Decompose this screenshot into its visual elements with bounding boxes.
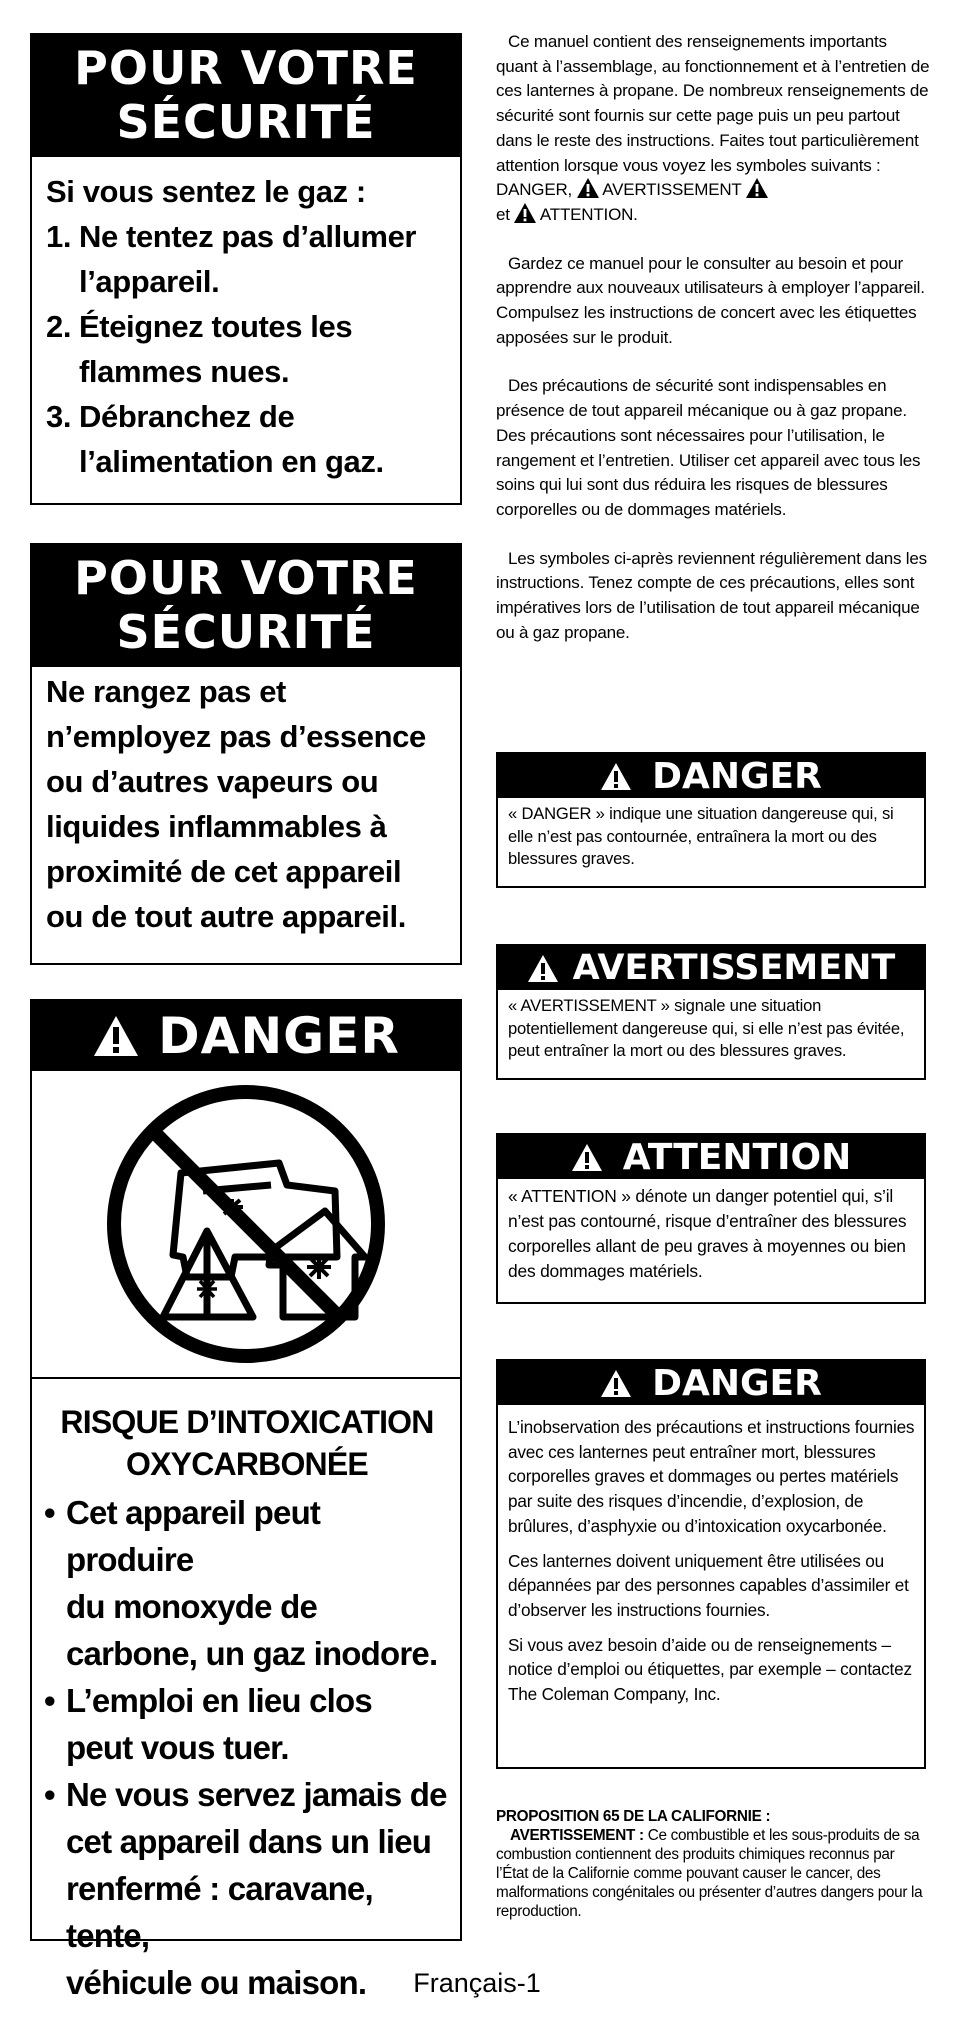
prop65-text: AVERTISSEMENT : Ce combustible et les sous-produits de sa combustion contiennent des produits chimiques reconnus par l’État de la Californie comme pouvant causer le cancer, des malformations congénitales ou présenter d’autres dangers pour la reproduction. (496, 1827, 923, 1920)
signal-caution-text: « ATTENTION » dénote un danger potentiel qui, s’il n’est pas contourné, risque d’entraîner des blessures corporelles allant de peu graves à moyennes ou bien des dommages matériels. (508, 1186, 907, 1281)
intro-paragraph-2: Gardez ce manuel pour le consulter au besoin et pour apprendre aux nouveaux utilisateurs à employer l’appareil. Compulsez les instructions de concert avec les étiquettes apposées sur le produit. (496, 253, 925, 347)
signal-danger-text: « DANGER » indique une situation dangereuse qui, si elle n’est pas contournée, entraînera la mort ou des blessures graves. (508, 804, 894, 868)
gas-smell-steps (46, 214, 448, 484)
co-risk-bullets (44, 1489, 450, 2006)
signal-warning-text: « AVERTISSEMENT » signale une situation potentiellement dangereuse qui, si elle n’est pas évitée, peut entraîner la mort ou des blessures graves. (508, 996, 905, 1060)
co-risk-text (32, 1379, 460, 2018)
intro-paragraph-1: Ce manuel contient des renseignements importants quant à l’assemblage, au fonctionnement et à l’entretien de ces lanternes à propane. De nombreux renseignements de sécurité sont fournis sur cette page puis un peu partout dans le reste des instructions. Faites tout particulièrement attention lorsque vous voyez les symboles suivants : DANGER, AVERTISSEMENT et ATTENTION. (496, 32, 930, 224)
prop65-title: PROPOSITION 65 DE LA CALIFORNIE : (496, 1808, 771, 1825)
warning-triangle-icon (514, 203, 536, 223)
co-risk-title: RISQUE D’INTOXICATION OXYCARBONÉE (60, 1404, 434, 1482)
warning-triangle-icon (577, 178, 599, 198)
intro-paragraph-3: Des précautions de sécurité sont indispensables en présence de tout appareil mécanique ou à gaz propane. Des précautions sont nécessaires pour l’utilisation, le rangement et l’entretien. Utiliser cet appareil avec tous les soins qui lui sont dus réduira les risques de blessures corporelles ou de dommages matériels. (496, 376, 921, 519)
signal-warning-box (496, 944, 926, 1080)
safety-box-gas-smell (30, 33, 462, 505)
danger-main-paragraph: Si vous avez besoin d’aide ou de renseignements – notice d’emploi ou étiquettes, par exemple – contactez The Coleman Company, Inc. (508, 1634, 912, 1705)
danger-main-paragraph: L’inobservation des précautions et instructions fournies avec ces lanternes peut entraîner mort, blessures corporelles graves et dommages ou pertes matériels par suite des risques d’incendie, d’explosion, de brûlures, d’asphyxie ou d’intoxication oxycarbonée. (508, 1417, 915, 1536)
flammables-line: Ne rangez pas et (46, 674, 286, 709)
safety-box-flammables-title: POUR VOTRE SÉCURITÉ (32, 545, 460, 667)
danger-co-title: DANGER (32, 1001, 460, 1071)
signal-warning-title: AVERTISSEMENT (498, 946, 924, 990)
danger-main-box (496, 1359, 926, 1769)
warning-triangle-icon (746, 178, 768, 198)
no-lantern-in-enclosed-space-icon (103, 1081, 389, 1367)
gas-step-2: 2. Éteignez toutes les flammes nues. (46, 309, 353, 389)
co-bullet-1: • Cet appareil peut produire du monoxyde de carbone, un gaz inodore. (44, 1494, 438, 1672)
warning-triangle-icon (527, 954, 559, 983)
safety-box-gas-smell-title: POUR VOTRE SÉCURITÉ (32, 35, 460, 157)
signal-danger-box (496, 752, 926, 888)
page-number: Français-1 (413, 1968, 541, 1998)
flammables-line: liquides inflammables à (46, 809, 387, 844)
intro-text (496, 30, 930, 645)
gas-step-3: 3. Débranchez de l’alimentation en gaz. (46, 399, 384, 479)
flammables-line: n’employez pas d’essence (46, 719, 426, 754)
danger-main-title: DANGER (498, 1361, 924, 1405)
flammables-line: proximité de cet appareil (46, 854, 402, 889)
intro-paragraph-4: Les symboles ci-après reviennent régulièrement dans les instructions. Tenez compte de ces précautions, elles sont impératives lors de l’utilisation de tout appareil mécanique ou à gaz propane. (496, 548, 927, 642)
danger-co-box (30, 999, 462, 2001)
danger-main-paragraph: Ces lanternes doivent uniquement être utilisées ou dépannées par des personnes capables d’assimiler et d’observer les instructions fournies. (508, 1550, 909, 1620)
proposition-65-notice (496, 1807, 930, 1921)
left-column (30, 33, 462, 2001)
signal-caution-title: ATTENTION (498, 1135, 924, 1179)
gas-step-1: 1. Ne tentez pas d’allumer l’appareil. (46, 219, 417, 299)
flammables-line: ou d’autres vapeurs ou (46, 764, 379, 799)
safety-box-flammables (30, 543, 462, 965)
co-bullet-2: • L’emploi en lieu clos peut vous tuer. (44, 1682, 372, 1766)
warning-triangle-icon (600, 762, 632, 791)
signal-danger-title: DANGER (498, 754, 924, 798)
flammables-line: ou de tout autre appareil. (46, 899, 406, 934)
pictogram-area (32, 1071, 460, 1379)
signal-caution-box (496, 1133, 926, 1304)
co-bullet-3: • Ne vous servez jamais de cet appareil dans un lieu renfermé : caravane, tente, véhicule ou maison. (44, 1776, 447, 2001)
warning-triangle-icon (571, 1143, 603, 1172)
warning-triangle-icon (600, 1369, 632, 1398)
warning-triangle-icon (92, 1014, 140, 1058)
right-column (496, 30, 930, 669)
gas-smell-intro: Si vous sentez le gaz : (46, 174, 366, 209)
